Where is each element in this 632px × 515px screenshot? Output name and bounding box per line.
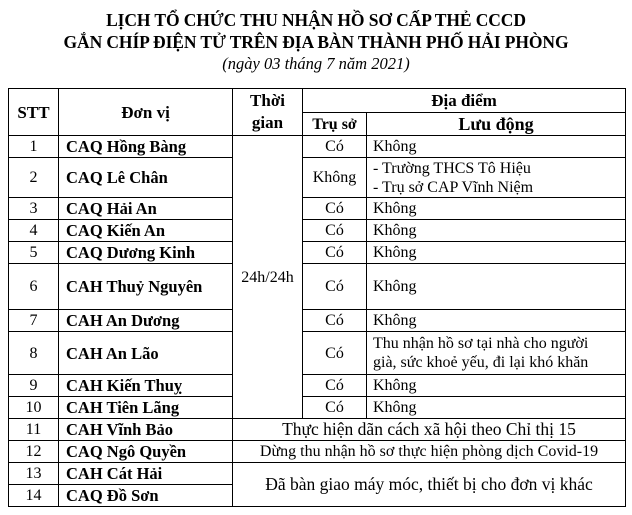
table-row xyxy=(9,397,626,419)
row-unit: CAQ Dương Kinh xyxy=(59,242,233,264)
mobile-note-line-2: già, sức khoẻ yếu, đi lại khó khăn xyxy=(373,354,589,371)
row-stt: 8 xyxy=(9,332,59,375)
row-note: Dừng thu nhận hồ sơ thực hiện phòng dịch Covid-19 xyxy=(233,441,626,463)
table-row xyxy=(9,264,626,310)
row-mobile: Không xyxy=(367,310,626,332)
schedule-table xyxy=(8,88,626,507)
row-mobile: Không xyxy=(367,397,626,419)
row-mobile: Không xyxy=(367,220,626,242)
shared-time-cell: 24h/24h xyxy=(233,136,303,419)
mobile-location-2: - Trụ sở CAP Vĩnh Niệm xyxy=(373,178,534,196)
merged-note-cell: Đã bàn giao máy móc, thiết bị cho đơn vị khác xyxy=(233,463,626,507)
row-mobile: Không xyxy=(367,198,626,220)
row-headquarters: Có xyxy=(303,397,367,419)
row-headquarters: Có xyxy=(303,310,367,332)
row-mobile xyxy=(367,158,626,198)
document-title-line-2: GẮN CHÍP ĐIỆN TỬ TRÊN ĐỊA BÀN THÀNH PHỐ HẢI PHÒNG xyxy=(63,32,569,52)
header-stt: STT xyxy=(9,89,59,136)
row-unit: CAH An Lão xyxy=(59,332,233,375)
table-row xyxy=(9,158,626,198)
row-headquarters: Có xyxy=(303,375,367,397)
row-headquarters: Có xyxy=(303,220,367,242)
row-mobile: Không xyxy=(367,136,626,158)
table-row xyxy=(9,242,626,264)
header-mobile: Lưu động xyxy=(367,113,626,136)
table-row xyxy=(9,220,626,242)
row-stt: 9 xyxy=(9,375,59,397)
row-unit: CAH Kiến Thuỵ xyxy=(59,375,233,397)
row-unit: CAQ Hồng Bàng xyxy=(59,136,233,158)
row-headquarters: Có xyxy=(303,332,367,375)
row-stt: 5 xyxy=(9,242,59,264)
row-unit: CAQ Ngô Quyền xyxy=(59,441,233,463)
row-headquarters: Không xyxy=(303,158,367,198)
row-stt: 14 xyxy=(9,485,59,507)
row-stt: 4 xyxy=(9,220,59,242)
row-unit: CAH Vĩnh Bảo xyxy=(59,419,233,441)
row-headquarters: Có xyxy=(303,198,367,220)
row-mobile: Không xyxy=(367,242,626,264)
mobile-location-1: - Trường THCS Tô Hiệu xyxy=(373,159,531,177)
row-unit: CAH An Dương xyxy=(59,310,233,332)
row-note: Thực hiện dãn cách xã hội theo Chỉ thị 15 xyxy=(233,419,626,441)
row-unit: CAH Cát Hải xyxy=(59,463,233,485)
table-row xyxy=(9,463,626,485)
header-unit: Đơn vị xyxy=(59,89,233,136)
row-mobile: Không xyxy=(367,375,626,397)
header-headquarters: Trụ sở xyxy=(303,113,367,136)
header-time-label: Thời gian xyxy=(250,91,285,132)
table-row xyxy=(9,136,626,158)
mobile-note-line-1: Thu nhận hồ sơ tại nhà cho người xyxy=(373,335,589,352)
row-mobile: Không xyxy=(367,264,626,310)
row-unit: CAQ Hải An xyxy=(59,198,233,220)
row-stt: 12 xyxy=(9,441,59,463)
table-row xyxy=(9,310,626,332)
table-row xyxy=(9,332,626,375)
table-row xyxy=(9,419,626,441)
row-stt: 10 xyxy=(9,397,59,419)
table-row xyxy=(9,198,626,220)
row-stt: 13 xyxy=(9,463,59,485)
row-unit: CAH Thuỷ Nguyên xyxy=(59,264,233,310)
row-unit: CAQ Lê Chân xyxy=(59,158,233,198)
table-row xyxy=(9,375,626,397)
row-headquarters: Có xyxy=(303,264,367,310)
document-title-line-1: LỊCH TỔ CHỨC THU NHẬN HỒ SƠ CẤP THẺ CCCD xyxy=(106,10,526,30)
row-headquarters: Có xyxy=(303,136,367,158)
row-unit: CAQ Kiến An xyxy=(59,220,233,242)
row-mobile xyxy=(367,332,626,375)
row-unit: CAH Tiên Lãng xyxy=(59,397,233,419)
header-time xyxy=(233,89,303,136)
header-location: Địa điểm xyxy=(303,89,626,113)
row-stt: 2 xyxy=(9,158,59,198)
row-stt: 1 xyxy=(9,136,59,158)
row-stt: 11 xyxy=(9,419,59,441)
row-headquarters: Có xyxy=(303,242,367,264)
row-stt: 6 xyxy=(9,264,59,310)
document-date-subtitle: (ngày 03 tháng 7 năm 2021) xyxy=(222,54,410,73)
table-row xyxy=(9,441,626,463)
row-unit: CAQ Đồ Sơn xyxy=(59,485,233,507)
row-stt: 3 xyxy=(9,198,59,220)
row-stt: 7 xyxy=(9,310,59,332)
